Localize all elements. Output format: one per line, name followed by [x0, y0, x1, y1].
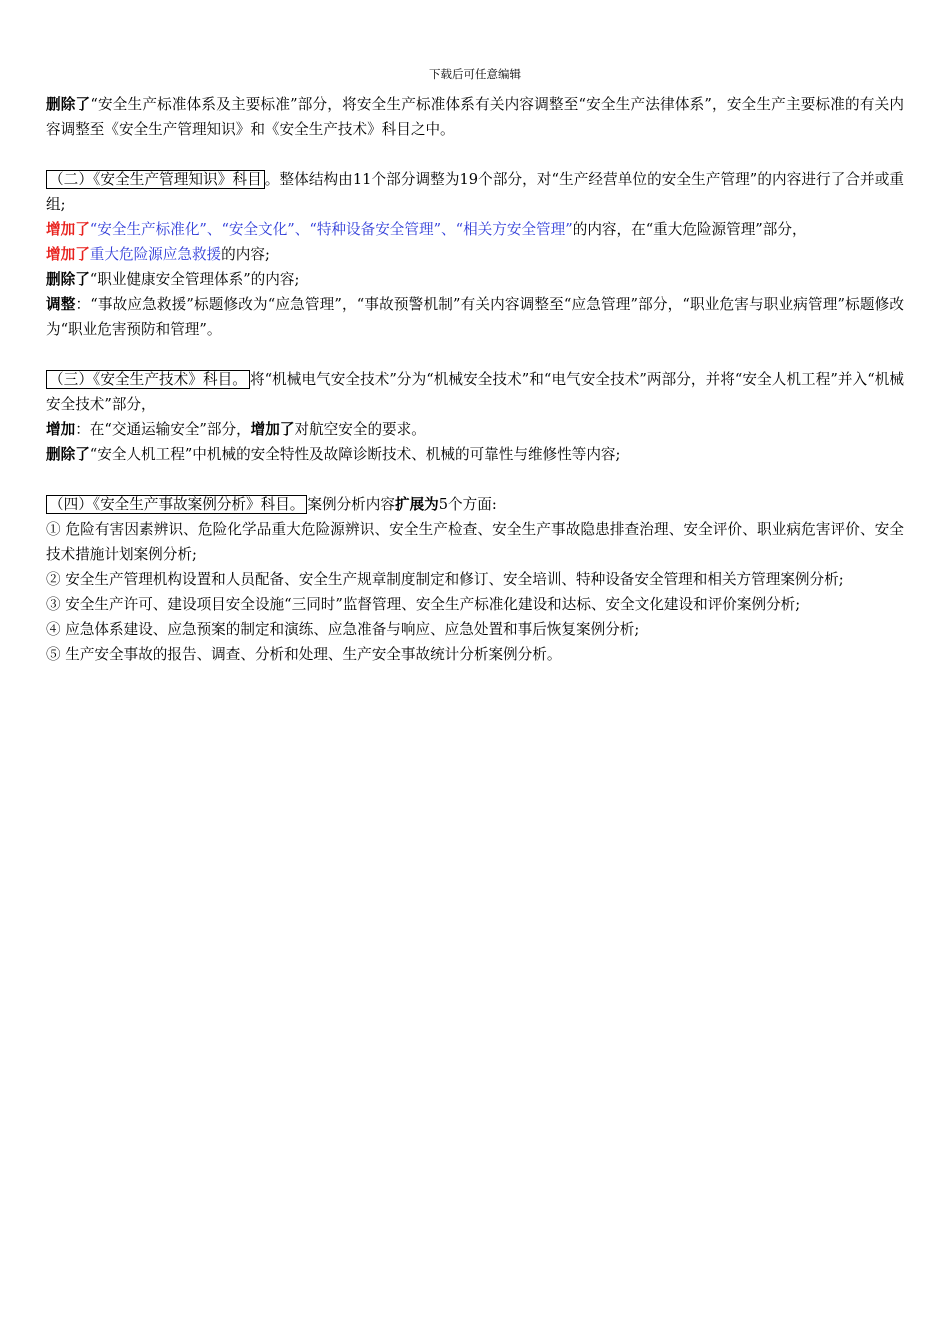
list-item: ① 危险有害因素辨识、危险化学品重大危险源辨识、安全生产检查、安全生产事故隐患排查治理、安全评价、职业病危害评价、安全技术措施计划案例分析; — [46, 521, 904, 563]
adjust-text: ：“事故应急救援”标题修改为“应急管理”，“事故预警机制”有关内容调整至“应急管理”部分，“职业危害与职业病管理”标题修改为“职业危害预防和管理”。 — [46, 296, 904, 338]
spacer — [46, 342, 904, 367]
spacer — [46, 142, 904, 167]
added-rest: 的内容，在“重大危险源管理”部分， — [572, 221, 807, 238]
list-item: ② 安全生产管理机构设置和人员配备、安全生产规章制度制定和修订、安全培训、特种设备安全管理和相关方管理案例分析; — [46, 571, 844, 588]
document-body — [46, 92, 904, 667]
added-items: “安全生产标准化”、“安全文化”、“特种设备安全管理”、“相关方安全管理” — [89, 221, 573, 238]
section2-intro-text: 。整体结构由11个部分调整为19个部分，对“生产经营单位的安全生产管理”的内容进行了合并或重组; — [46, 171, 904, 213]
deleted-label: 删除了 — [46, 446, 90, 463]
deleted-text: “安全生产标准体系及主要标准”部分，将安全生产标准体系有关内容调整至“安全生产法律体系”，安全生产主要标准的有关内容调整至《安全生产管理知识》和《安全生产技术》科目之中。 — [46, 96, 904, 138]
added-label: 增加了 — [46, 221, 90, 238]
deleted-label: 删除了 — [46, 96, 91, 113]
list-item: ③ 安全生产许可、建设项目安全设施“三同时”监督管理、安全生产标准化建设和达标、安全文化建设和评价案例分析; — [46, 596, 801, 613]
deleted-label: 删除了 — [46, 271, 90, 288]
section1-paragraph — [46, 92, 904, 142]
added-item: 重大危险源应急救援 — [89, 246, 222, 263]
section3-intro — [46, 367, 904, 417]
section3-add — [46, 417, 904, 442]
section3-delete — [46, 442, 904, 467]
adjust-label: 调整 — [46, 296, 76, 313]
added-label: 增加了 — [46, 246, 90, 263]
spacer — [46, 467, 904, 492]
header-note: 下载后可任意编辑 — [429, 67, 521, 81]
add-text: 对航空安全的要求。 — [294, 421, 426, 438]
section2-add1 — [46, 217, 904, 242]
deleted-text: “职业健康安全管理体系”的内容; — [89, 271, 300, 288]
section2-adjust — [46, 292, 904, 342]
add-text: ：在“交通运输安全”部分， — [75, 421, 251, 438]
section4-title: （四）《安全生产事故案例分析》科目。 — [46, 495, 307, 514]
section3-title: （三）《安全生产技术》科目。 — [46, 370, 250, 389]
list-item: ⑤ 生产安全事故的报告、调查、分析和处理、生产安全事故统计分析案例分析。 — [46, 646, 562, 663]
section2-delete — [46, 267, 904, 292]
add-label: 增加 — [46, 421, 76, 438]
section4-intro-text: 案例分析内容 — [307, 496, 395, 513]
section3-intro-text: 将“机械电气安全技术”分为“机械安全技术”和“电气安全技术”两部分，并将“安全人机工程”并入“机械安全技术”部分， — [46, 371, 904, 413]
added-rest: 的内容; — [221, 246, 270, 263]
deleted-text: “安全人机工程”中机械的安全特性及故障诊断技术、机械的可靠性与维修性等内容; — [89, 446, 621, 463]
list-item: ④ 应急体系建设、应急预案的制定和演练、应急准备与响应、应急处置和事后恢复案例分析; — [46, 621, 640, 638]
section2-add2 — [46, 242, 904, 267]
section2-intro — [46, 167, 904, 217]
section4-intro — [46, 492, 904, 517]
section4-intro-text: 5个方面: — [438, 496, 497, 513]
expand-label: 扩展为 — [394, 496, 439, 513]
add-label: 增加了 — [250, 421, 295, 438]
section2-title: （二）《安全生产管理知识》科目 — [46, 170, 265, 189]
